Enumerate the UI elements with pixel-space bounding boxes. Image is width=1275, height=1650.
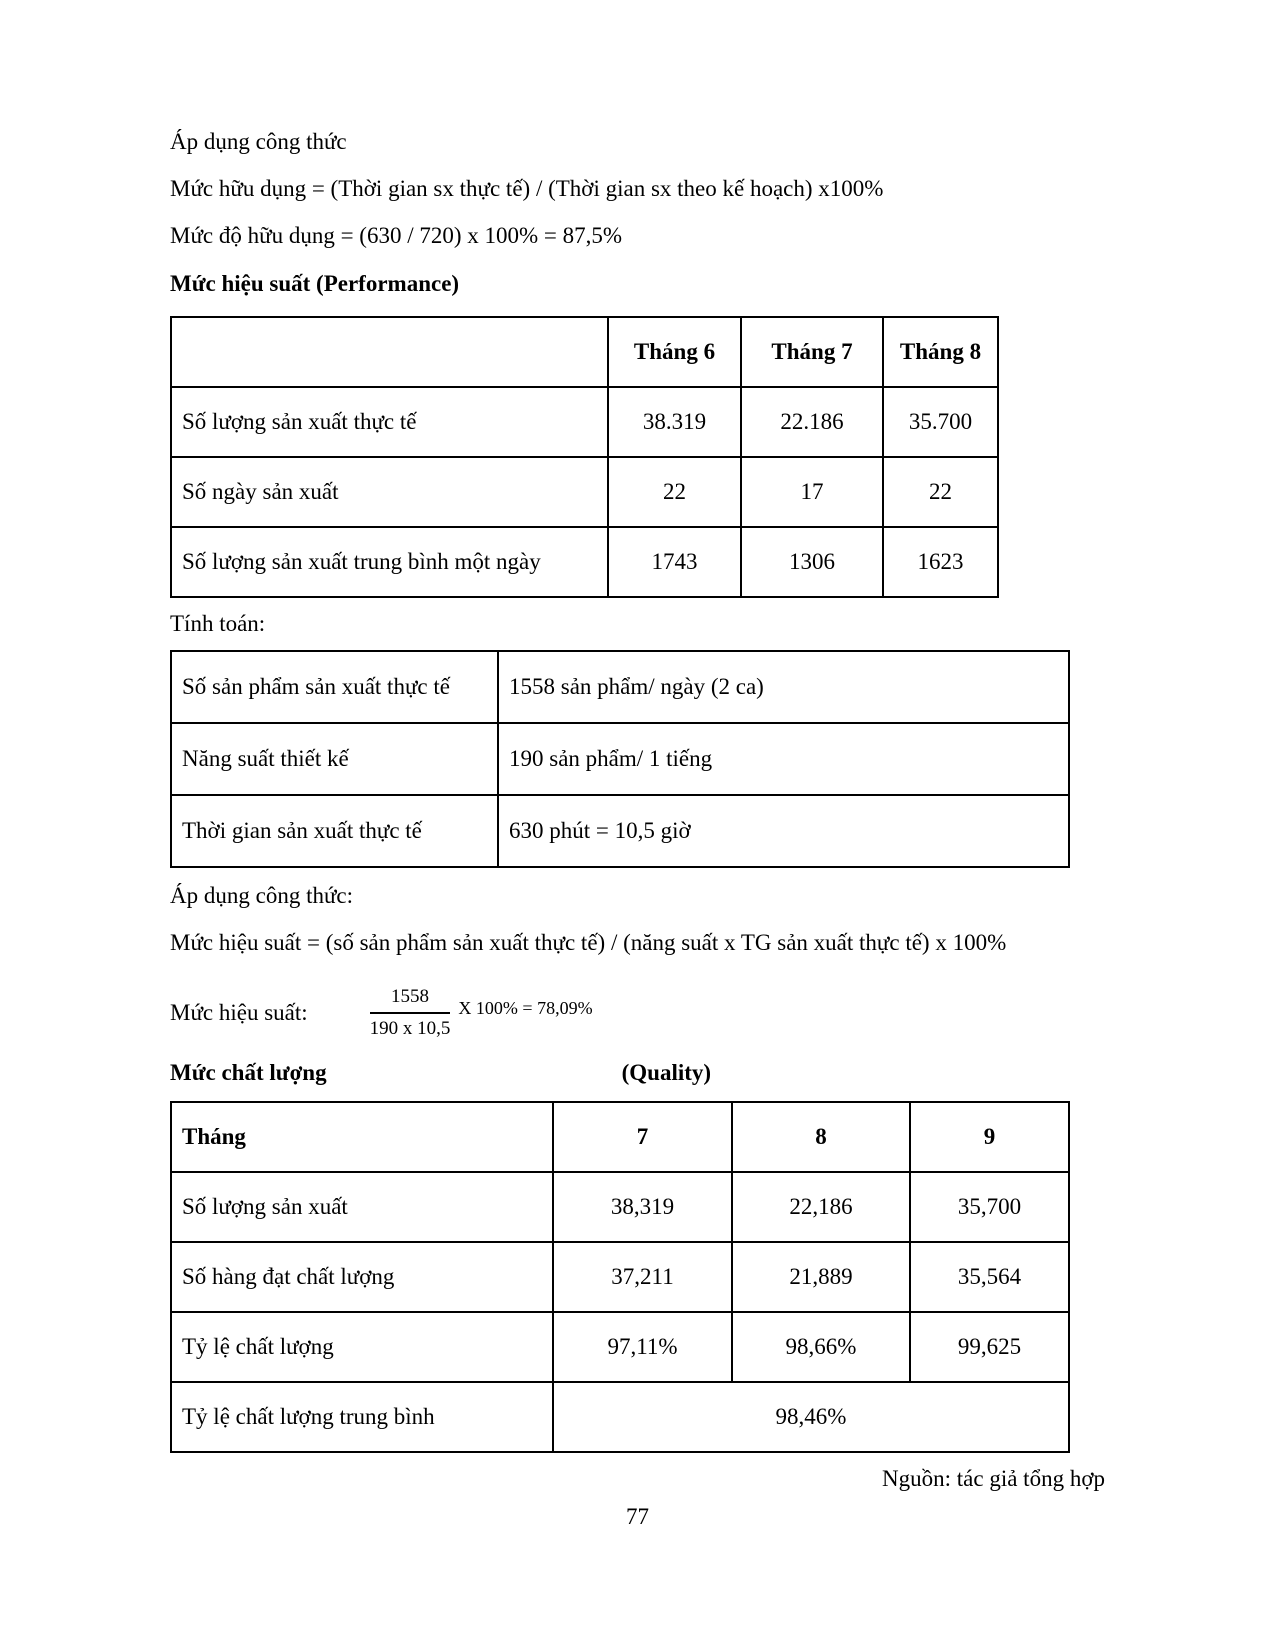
availability-line-1: Áp dụng công thức — [170, 129, 347, 154]
cell-value: 38.319 — [608, 387, 741, 457]
row-label: Năng suất thiết kế — [171, 723, 498, 795]
cell-value: 35,700 — [910, 1172, 1069, 1242]
source-note: Nguồn: tác giả tổng hợp — [882, 1466, 1105, 1491]
availability-line-3: Mức độ hữu dụng = (630 / 720) x 100% = 87,5% — [170, 223, 623, 249]
cell-value: 17 — [741, 457, 883, 527]
header-month-9: 9 — [910, 1102, 1069, 1172]
cell-value: 35.700 — [883, 387, 998, 457]
header-month-8: 8 — [732, 1102, 910, 1172]
row-label: Số hàng đạt chất lượng — [171, 1242, 553, 1312]
header-month-7: Tháng 7 — [741, 317, 883, 387]
cell-value: 190 sản phẩm/ 1 tiếng — [498, 723, 1069, 795]
row-label: Tỷ lệ chất lượng trung bình — [171, 1382, 553, 1452]
table-header-row — [171, 1102, 1069, 1172]
average-value: 98,46% — [553, 1382, 1069, 1452]
row-label: Thời gian sản xuất thực tế — [171, 795, 498, 867]
fraction — [370, 985, 451, 1041]
performance-result-line — [170, 985, 1105, 1041]
cell-value: 21,889 — [732, 1242, 910, 1312]
table-header-row — [171, 317, 998, 387]
header-month-label: Tháng — [171, 1102, 553, 1172]
table-row — [171, 1172, 1069, 1242]
quality-heading: Mức chất lượng — [170, 1059, 327, 1085]
result-suffix: X 100% = 78,09% — [458, 998, 593, 1019]
cell-value: 22.186 — [741, 387, 883, 457]
cell-value: 1623 — [883, 527, 998, 597]
calc-heading: Tính toán: — [170, 610, 266, 636]
fraction-denominator: 190 x 10,5 — [369, 1018, 451, 1040]
page-number: 77 — [626, 1504, 649, 1530]
table-row — [171, 387, 998, 457]
table-row — [171, 795, 1069, 867]
table-average-row — [171, 1382, 1069, 1452]
cell-value: 35,564 — [910, 1242, 1069, 1312]
performance-heading: Mức hiệu suất (Performance) — [170, 270, 460, 296]
cell-value: 1558 sản phẩm/ ngày (2 ca) — [498, 651, 1069, 723]
cell-value: 37,211 — [553, 1242, 732, 1312]
quality-table — [170, 1101, 1070, 1453]
row-label: Số ngày sản xuất — [171, 457, 608, 527]
table-row — [171, 1242, 1069, 1312]
table-row — [171, 723, 1069, 795]
availability-line-2: Mức hữu dụng = (Thời gian sx thực tế) / (Thời gian sx theo kế hoạch) x100% — [170, 176, 884, 202]
quality-heading-row — [170, 1057, 1105, 1089]
header-month-8: Tháng 8 — [883, 317, 998, 387]
fraction-numerator: 1558 — [370, 985, 451, 1014]
apply-formula-heading: Áp dụng công thức: — [170, 882, 354, 908]
row-label: Số lượng sản xuất — [171, 1172, 553, 1242]
cell-value: 97,11% — [553, 1312, 732, 1382]
result-label: Mức hiệu suất: — [170, 999, 308, 1025]
header-empty-cell — [171, 317, 608, 387]
cell-value: 630 phút = 10,5 giờ — [498, 795, 1069, 867]
table-row — [171, 1312, 1069, 1382]
row-label: Tỷ lệ chất lượng — [171, 1312, 553, 1382]
cell-value: 38,319 — [553, 1172, 732, 1242]
row-label: Số sản phẩm sản xuất thực tế — [171, 651, 498, 723]
cell-value: 98,66% — [732, 1312, 910, 1382]
quality-heading-english: (Quality) — [621, 1059, 712, 1085]
cell-value: 1743 — [608, 527, 741, 597]
header-month-6: Tháng 6 — [608, 317, 741, 387]
cell-value: 1306 — [741, 527, 883, 597]
header-month-7: 7 — [553, 1102, 732, 1172]
table-row — [171, 651, 1069, 723]
cell-value: 22,186 — [732, 1172, 910, 1242]
cell-value: 22 — [883, 457, 998, 527]
performance-table — [170, 316, 999, 598]
calculation-table — [170, 650, 1070, 868]
row-label: Số lượng sản xuất thực tế — [171, 387, 608, 457]
performance-formula: Mức hiệu suất = (số sản phẩm sản xuất thực tế) / (năng suất x TG sản xuất thực tế) x 100% — [170, 930, 1007, 956]
table-row — [171, 457, 998, 527]
table-row — [171, 527, 998, 597]
cell-value: 99,625 — [910, 1312, 1069, 1382]
row-label: Số lượng sản xuất trung bình một ngày — [171, 527, 608, 597]
cell-value: 22 — [608, 457, 741, 527]
